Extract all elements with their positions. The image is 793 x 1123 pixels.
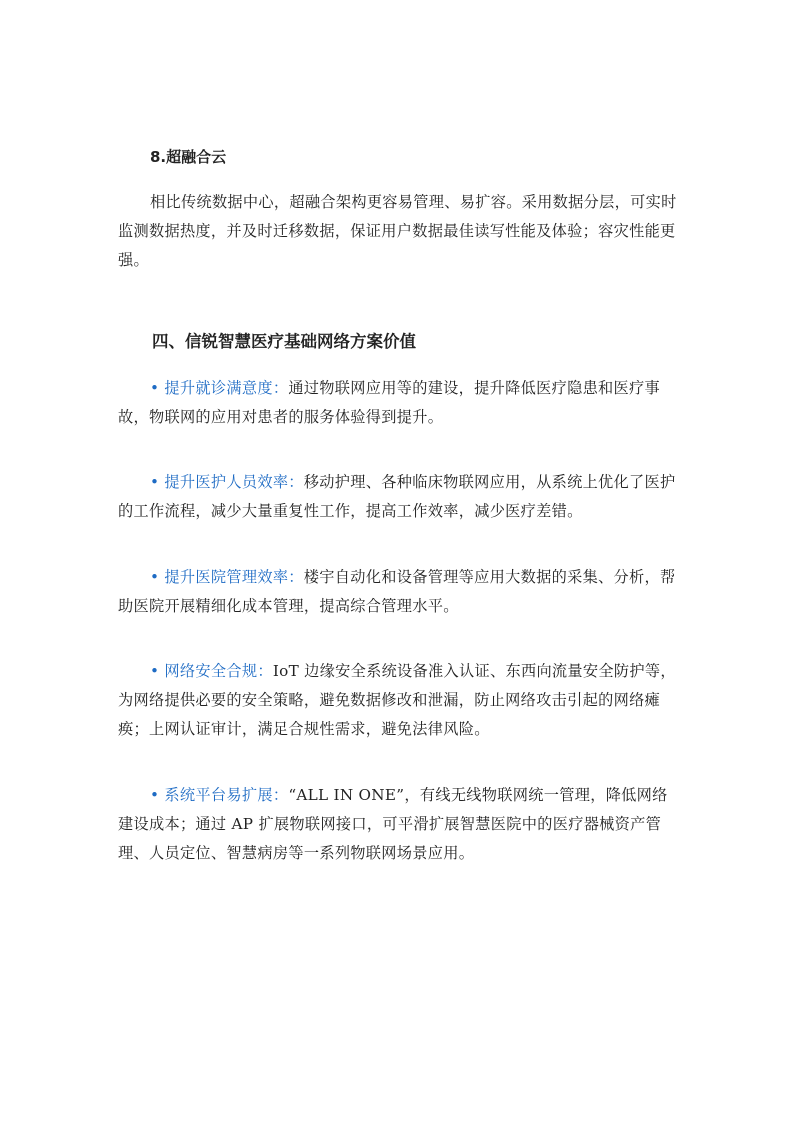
bullet-dot: •: [150, 379, 160, 397]
bullet-dot: •: [150, 568, 160, 586]
value-item-management-efficiency: [118, 563, 678, 621]
value-item-platform-scalability: [118, 781, 678, 868]
value-item-label: 系统平台易扩展：: [164, 786, 289, 804]
value-item-text: IoT 边缘安全系统设备准入认证、东西向流量安全防护等，为网络提供必要的安全策略，避免数据修改和泄漏，防止网络攻击引起的网络瘫痪；上网认证审计，满足合规性需求，避免法律风险。: [118, 662, 676, 738]
section-8-paragraph: 相比传统数据中心，超融合架构更容易管理、易扩容。采用数据分层，可实时监测数据热度，并及时迁移数据，保证用户数据最佳读写性能及体验；容灾性能更强。: [118, 193, 677, 269]
value-item-label: 提升医院管理效率：: [164, 568, 304, 586]
value-item-text: 楼宇自动化和设备管理等应用大数据的采集、分析，帮助医院开展精细化成本管理，提高综合管理水平。: [118, 568, 676, 615]
value-item-staff-efficiency: [118, 468, 678, 526]
value-item-text: 移动护理、各种临床物联网应用，从系统上优化了医护的工作流程，减少大量重复性工作，提高工作效率，减少医疗差错。: [118, 473, 676, 520]
section-4-heading: 四、信锐智慧医疗基础网络方案价值: [152, 332, 416, 351]
section-8-heading: 8.超融合云: [150, 148, 227, 166]
value-item-label: 提升就诊满意度：: [164, 379, 289, 397]
bullet-dot: •: [150, 473, 160, 491]
value-item-security-compliance: [118, 657, 678, 744]
bullet-dot: •: [150, 662, 160, 680]
value-item-text: 通过物联网应用等的建设，提升降低医疗隐患和医疗事故，物联网的应用对患者的服务体验得到提升。: [118, 379, 661, 426]
value-item-satisfaction: [118, 374, 678, 432]
value-item-label: 提升医护人员效率：: [164, 473, 304, 491]
bullet-dot: •: [150, 786, 160, 804]
value-item-label: 网络安全合规：: [164, 662, 273, 680]
value-item-text: “ALL IN ONE”，有线无线物联网统一管理，降低网络建设成本；通过 AP 扩展物联网接口，可平滑扩展智慧医院中的医疗器械资产管理、人员定位、智慧病房等一系列物联网场景应用。: [118, 786, 668, 862]
